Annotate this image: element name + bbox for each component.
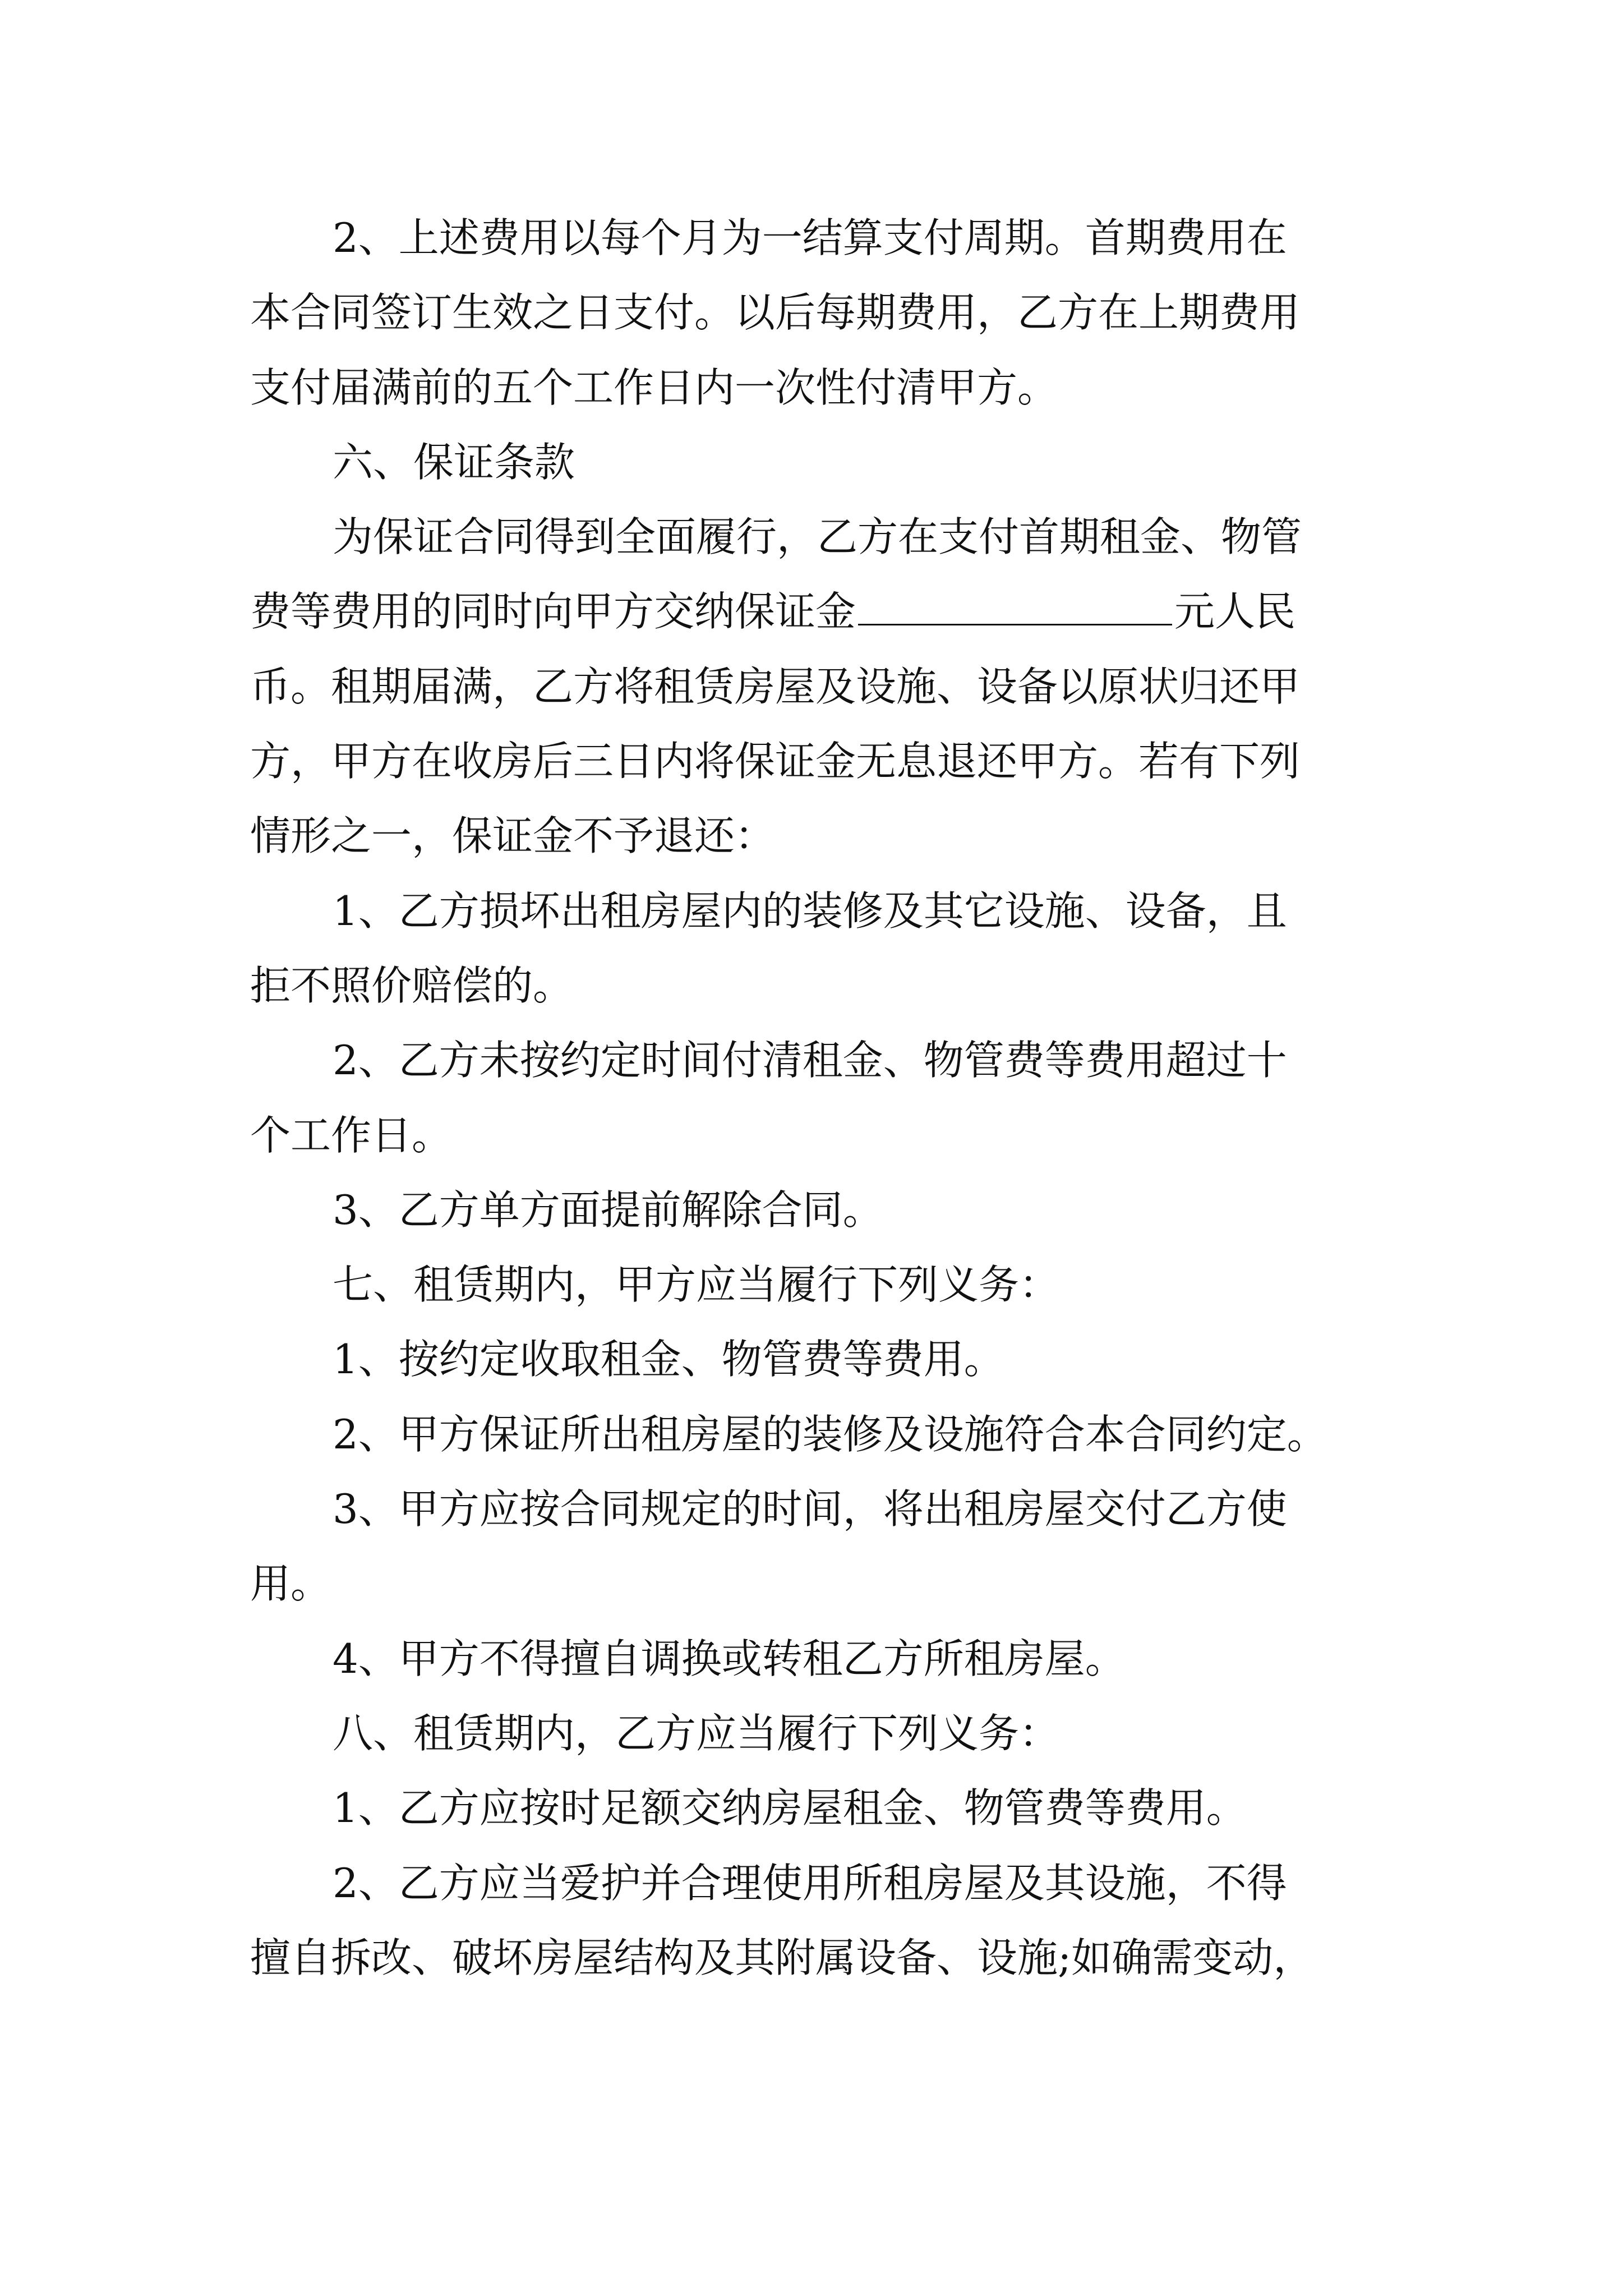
text-line: 八、租赁期内，乙方应当履行下列义务：	[333, 1709, 1060, 1757]
paragraph-p-g1	[250, 874, 1400, 1024]
text-line: 七、租赁期内，甲方应当履行下列义务：	[333, 1261, 1060, 1309]
text-line: 币。租期届满，乙方将租赁房屋及设施、设备以原状归还甲	[250, 662, 1301, 710]
text-line: 擅自拆改、破坏房屋结构及其附属设备、设施;如确需变动，	[250, 1934, 1314, 1981]
text-line: 1、按约定收取租金、物管费等费用。	[333, 1336, 1004, 1383]
text-line: 支付届满前的五个工作日内一次性付清甲方。	[250, 364, 1058, 411]
text-line: 本合同签订生效之日支付。以后每期费用，乙方在上期费用	[250, 289, 1301, 337]
text-line	[250, 574, 1400, 649]
paragraph-p-b2	[250, 1846, 1400, 1996]
text-line: 2、乙方应当爱护并合理使用所租房屋及其设施，不得	[333, 1859, 1287, 1907]
text-line: 用。	[250, 1560, 331, 1608]
deposit-amount-blank	[858, 591, 1172, 625]
paragraph-p-heading-6	[250, 425, 1400, 500]
paragraph-p-heading-7	[250, 1248, 1400, 1322]
text-line: 4、甲方不得擅自调换或转租乙方所租房屋。	[333, 1635, 1126, 1682]
paragraph-p-g2	[250, 1023, 1400, 1173]
paragraph-p-b1	[250, 1771, 1400, 1846]
text-segment: 费等费用的同时向甲方交纳保证金	[250, 588, 856, 636]
text-line: 1、乙方损坏出租房屋内的装修及其它设施、设备，且	[333, 887, 1287, 935]
text-line: 六、保证条款	[333, 438, 575, 486]
text-line: 2、甲方保证所出租房屋的装修及设施符合本合同约定。	[333, 1410, 1327, 1458]
text-line: 1、乙方应按时足额交纳房屋租金、物管费等费用。	[333, 1784, 1247, 1832]
text-line: 3、甲方应按合同规定的时间，将出租房屋交付乙方使	[333, 1485, 1287, 1533]
text-line: 为保证合同得到全面履行，乙方在支付首期租金、物管	[333, 513, 1302, 561]
paragraph-p-a4	[250, 1622, 1400, 1696]
paragraph-p-heading-8	[250, 1696, 1400, 1771]
text-line: 方，甲方在收房后三日内将保证金无息退还甲方。若有下列	[250, 738, 1301, 785]
document-body	[250, 201, 1400, 1995]
text-line: 2、乙方未按约定时间付清租金、物管费等费用超过十	[333, 1037, 1287, 1084]
text-line: 情形之一，保证金不予退还：	[250, 812, 776, 860]
paragraph-p-a3	[250, 1472, 1400, 1622]
paragraph-p-guarantee	[250, 500, 1400, 873]
text-line: 3、乙方单方面提前解除合同。	[333, 1186, 883, 1234]
paragraph-p-fee-cycle	[250, 201, 1400, 425]
text-line: 个工作日。	[250, 1111, 453, 1159]
paragraph-p-a1	[250, 1322, 1400, 1397]
text-line: 2、上述费用以每个月为一结算支付周期。首期费用在	[333, 214, 1287, 261]
text-segment: 元人民	[1174, 588, 1296, 636]
paragraph-p-g3	[250, 1173, 1400, 1248]
text-line: 拒不照价赔偿的。	[250, 961, 574, 1009]
paragraph-p-a2	[250, 1397, 1400, 1472]
